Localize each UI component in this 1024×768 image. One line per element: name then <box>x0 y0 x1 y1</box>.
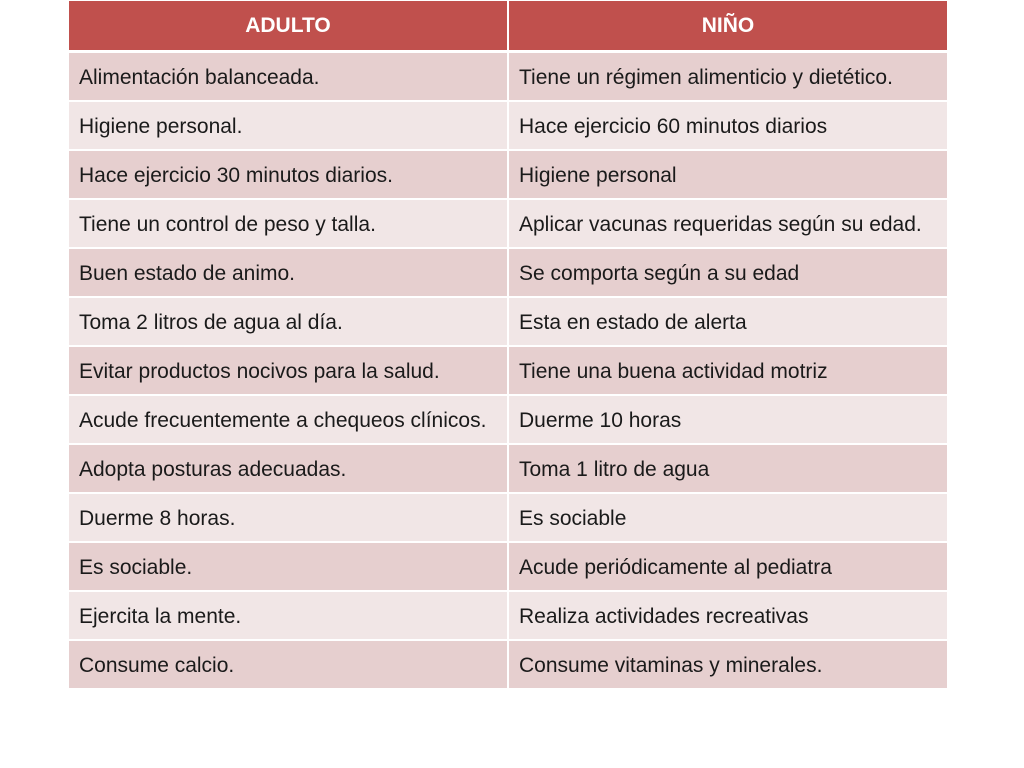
cell-nino: Se comporta según a su edad <box>508 248 947 297</box>
table-row <box>69 150 947 199</box>
comparison-table-container <box>69 1 947 690</box>
cell-adulto: Toma 2 litros de agua al día. <box>69 297 508 346</box>
cell-adulto: Duerme 8 horas. <box>69 493 508 542</box>
cell-nino: Consume vitaminas y minerales. <box>508 640 947 689</box>
table-row <box>69 395 947 444</box>
table-body <box>69 52 947 690</box>
cell-adulto: Ejercita la mente. <box>69 591 508 640</box>
table-row <box>69 346 947 395</box>
cell-nino: Acude periódicamente al pediatra <box>508 542 947 591</box>
table-row <box>69 542 947 591</box>
cell-nino: Higiene personal <box>508 150 947 199</box>
cell-adulto: Hace ejercicio 30 minutos diarios. <box>69 150 508 199</box>
cell-nino: Realiza actividades recreativas <box>508 591 947 640</box>
header-nino: NIÑO <box>508 1 947 52</box>
cell-nino: Toma 1 litro de agua <box>508 444 947 493</box>
header-row <box>69 1 947 52</box>
cell-nino: Esta en estado de alerta <box>508 297 947 346</box>
table-row <box>69 444 947 493</box>
cell-nino: Tiene un régimen alimenticio y dietético. <box>508 52 947 102</box>
table-row <box>69 52 947 102</box>
cell-adulto: Tiene un control de peso y talla. <box>69 199 508 248</box>
cell-adulto: Consume calcio. <box>69 640 508 689</box>
cell-nino: Es sociable <box>508 493 947 542</box>
cell-adulto: Acude frecuentemente a chequeos clínicos. <box>69 395 508 444</box>
cell-adulto: Alimentación balanceada. <box>69 52 508 102</box>
cell-adulto: Buen estado de animo. <box>69 248 508 297</box>
table-row <box>69 101 947 150</box>
table-row <box>69 199 947 248</box>
cell-nino: Tiene una buena actividad motriz <box>508 346 947 395</box>
table-row <box>69 493 947 542</box>
cell-adulto: Higiene personal. <box>69 101 508 150</box>
table-row <box>69 297 947 346</box>
table-row <box>69 248 947 297</box>
cell-adulto: Evitar productos nocivos para la salud. <box>69 346 508 395</box>
cell-adulto: Adopta posturas adecuadas. <box>69 444 508 493</box>
comparison-table <box>69 1 947 690</box>
cell-nino: Duerme 10 horas <box>508 395 947 444</box>
cell-adulto: Es sociable. <box>69 542 508 591</box>
cell-nino: Hace ejercicio 60 minutos diarios <box>508 101 947 150</box>
table-row <box>69 640 947 689</box>
cell-nino: Aplicar vacunas requeridas según su edad. <box>508 199 947 248</box>
table-header <box>69 1 947 52</box>
header-adulto: ADULTO <box>69 1 508 52</box>
table-row <box>69 591 947 640</box>
